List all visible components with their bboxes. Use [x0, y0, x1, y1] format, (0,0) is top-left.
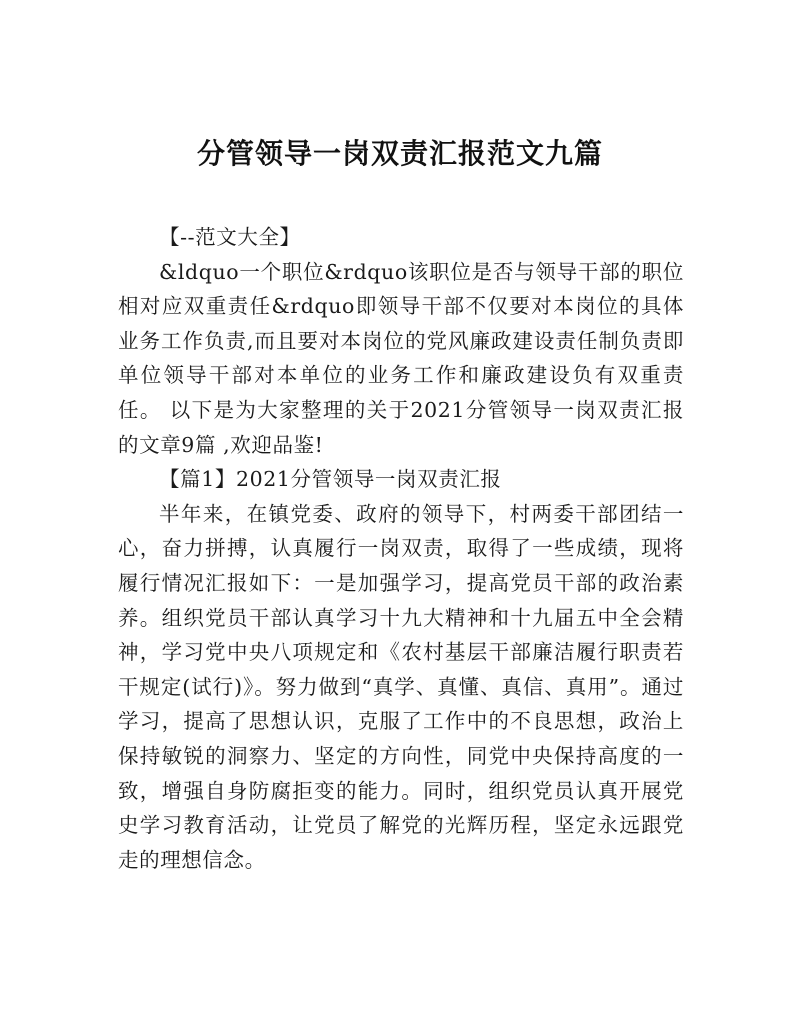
- section-1-heading: 【篇1】2021分管领导一岗双责汇报: [159, 467, 502, 492]
- intro-paragraph: &ldquo一个职位&rdquo该职位是否与领导干部的职位相对应双重责任&rdquo即领导干部不仅要对本岗位的具体业务工作负责,而且要对本岗位的党风廉政建设责任制负责即单位领导干部对本单位的业务工作和廉政建设负有双重责任。 以下是为大家整理的关于2021分管领导一岗双责汇报的文章9篇 ,欢迎品鉴!: [118, 259, 684, 457]
- document-body: [118, 220, 684, 877]
- source-tag: 【--范文大全】: [159, 225, 301, 249]
- section-1-paragraph: 半年来，在镇党委、政府的领导下，村两委干部团结一心，奋力拼搏，认真履行一岗双责，取得了一些成绩，现将履行情况汇报如下：一是加强学习，提高党员干部的政治素养。组织党员干部认真学习十九大精神和十九届五中全会精神，学习党中央八项规定和《农村基层干部廉洁履行职责若干规定(试行)》。努力做到“真学、真懂、真信、真用”。通过学习，提高了思想认识，克服了工作中的不良思想，政治上保持敏锐的洞察力、坚定的方向性，同党中央保持高度的一致，增强自身防腐拒变的能力。同时，组织党员认真开展党史学习教育活动，让党员了解党的光辉历程，坚定永远跟党走的理想信念。: [118, 501, 684, 872]
- document-title: 分管领导一岗双责汇报范文九篇: [196, 137, 603, 170]
